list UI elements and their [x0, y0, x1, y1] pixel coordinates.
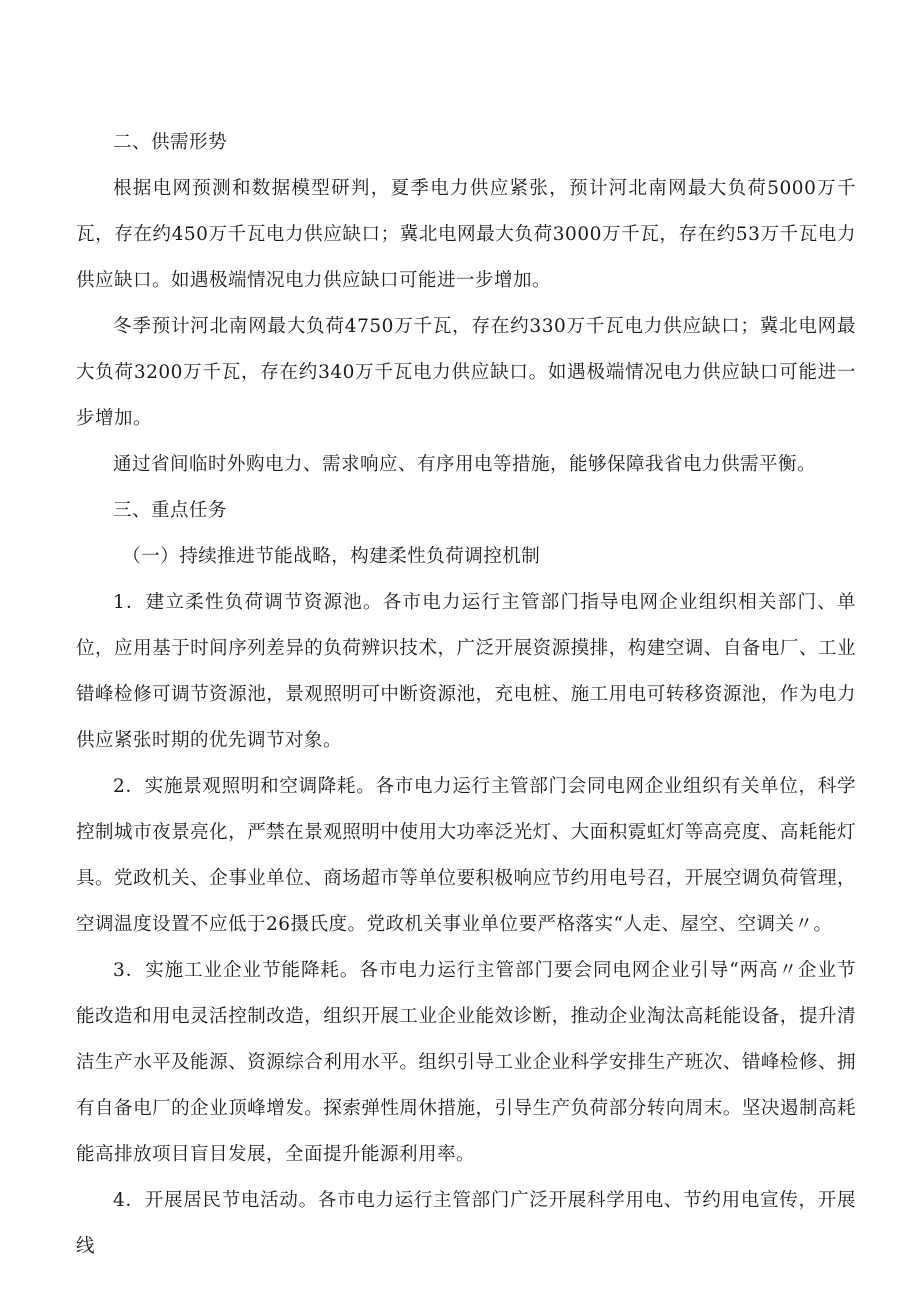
paragraph-winter-forecast: 冬季预计河北南网最大负荷4750万千瓦，存在约330万千瓦电力供应缺口；冀北电网最大负荷3200万千瓦，存在约340万千瓦电力供应缺口。如遇极端情况电力供应缺口可能进一步增加。: [76, 316, 856, 429]
paragraph-balance-measures: 通过省间临时外购电力、需求响应、有序用电等措施，能够保障我省电力供需平衡。: [113, 454, 817, 475]
subsection-heading-energy-saving: （一）持续推进节能战略，构建柔性负荷调控机制: [122, 546, 541, 567]
paragraph-summer-forecast: 根据电网预测和数据模型研判，夏季电力供应紧张，预计河北南网最大负荷5000万千瓦，存在约450万千瓦电力供应缺口；冀北电网最大负荷3000万千瓦，存在约53万千瓦电力供应缺口。如遇极端情况电力供应缺口可能进一步增加。: [76, 178, 856, 291]
list-item-residential-saving: 4．开展居民节电活动。各市电力运行主管部门广泛开展科学用电、节约用电宣传，开展线: [76, 1190, 856, 1257]
section-heading-key-tasks: 三、重点任务: [113, 500, 228, 521]
document-body: [76, 120, 856, 1270]
list-item-lighting-ac: 2．实施景观照明和空调降耗。各市电力运行主管部门会同电网企业组织有关单位，科学控制城市夜景亮化，严禁在景观照明中使用大功率泛光灯、大面积霓虹灯等高亮度、高耗能灯具。党政机关、企事业单位、商场超市等单位要积极响应节约用电号召，开展空调负荷管理，空调温度设置不应低于26摄氏度。党政机关事业单位要严格落实“人走、屋空、空调关〃。: [76, 776, 856, 935]
section-heading-supply-demand: 二、供需形势: [113, 132, 228, 153]
list-item-industrial-saving: 3．实施工业企业节能降耗。各市电力运行主管部门要会同电网企业引导“两高〃企业节能改造和用电灵活控制改造，组织开展工业企业能效诊断，推动企业淘汰高耗能设备，提升清洁生产水平及能源、资源综合利用水平。组织引导工业企业科学安排生产班次、错峰检修、拥有自备电厂的企业顶峰增发。探索弹性周休措施，引导生产负荷部分转向周末。坚决遏制高耗能高排放项目盲目发展，全面提升能源利用率。: [76, 960, 856, 1165]
list-item-flexible-load-pool: 1．建立柔性负荷调节资源池。各市电力运行主管部门指导电网企业组织相关部门、单位，应用基于时间序列差异的负荷辨识技术，广泛开展资源摸排，构建空调、自备电厂、工业错峰检修可调节资源池，景观照明可中断资源池，充电桩、施工用电可转移资源池，作为电力供应紧张时期的优先调节对象。: [76, 592, 856, 751]
